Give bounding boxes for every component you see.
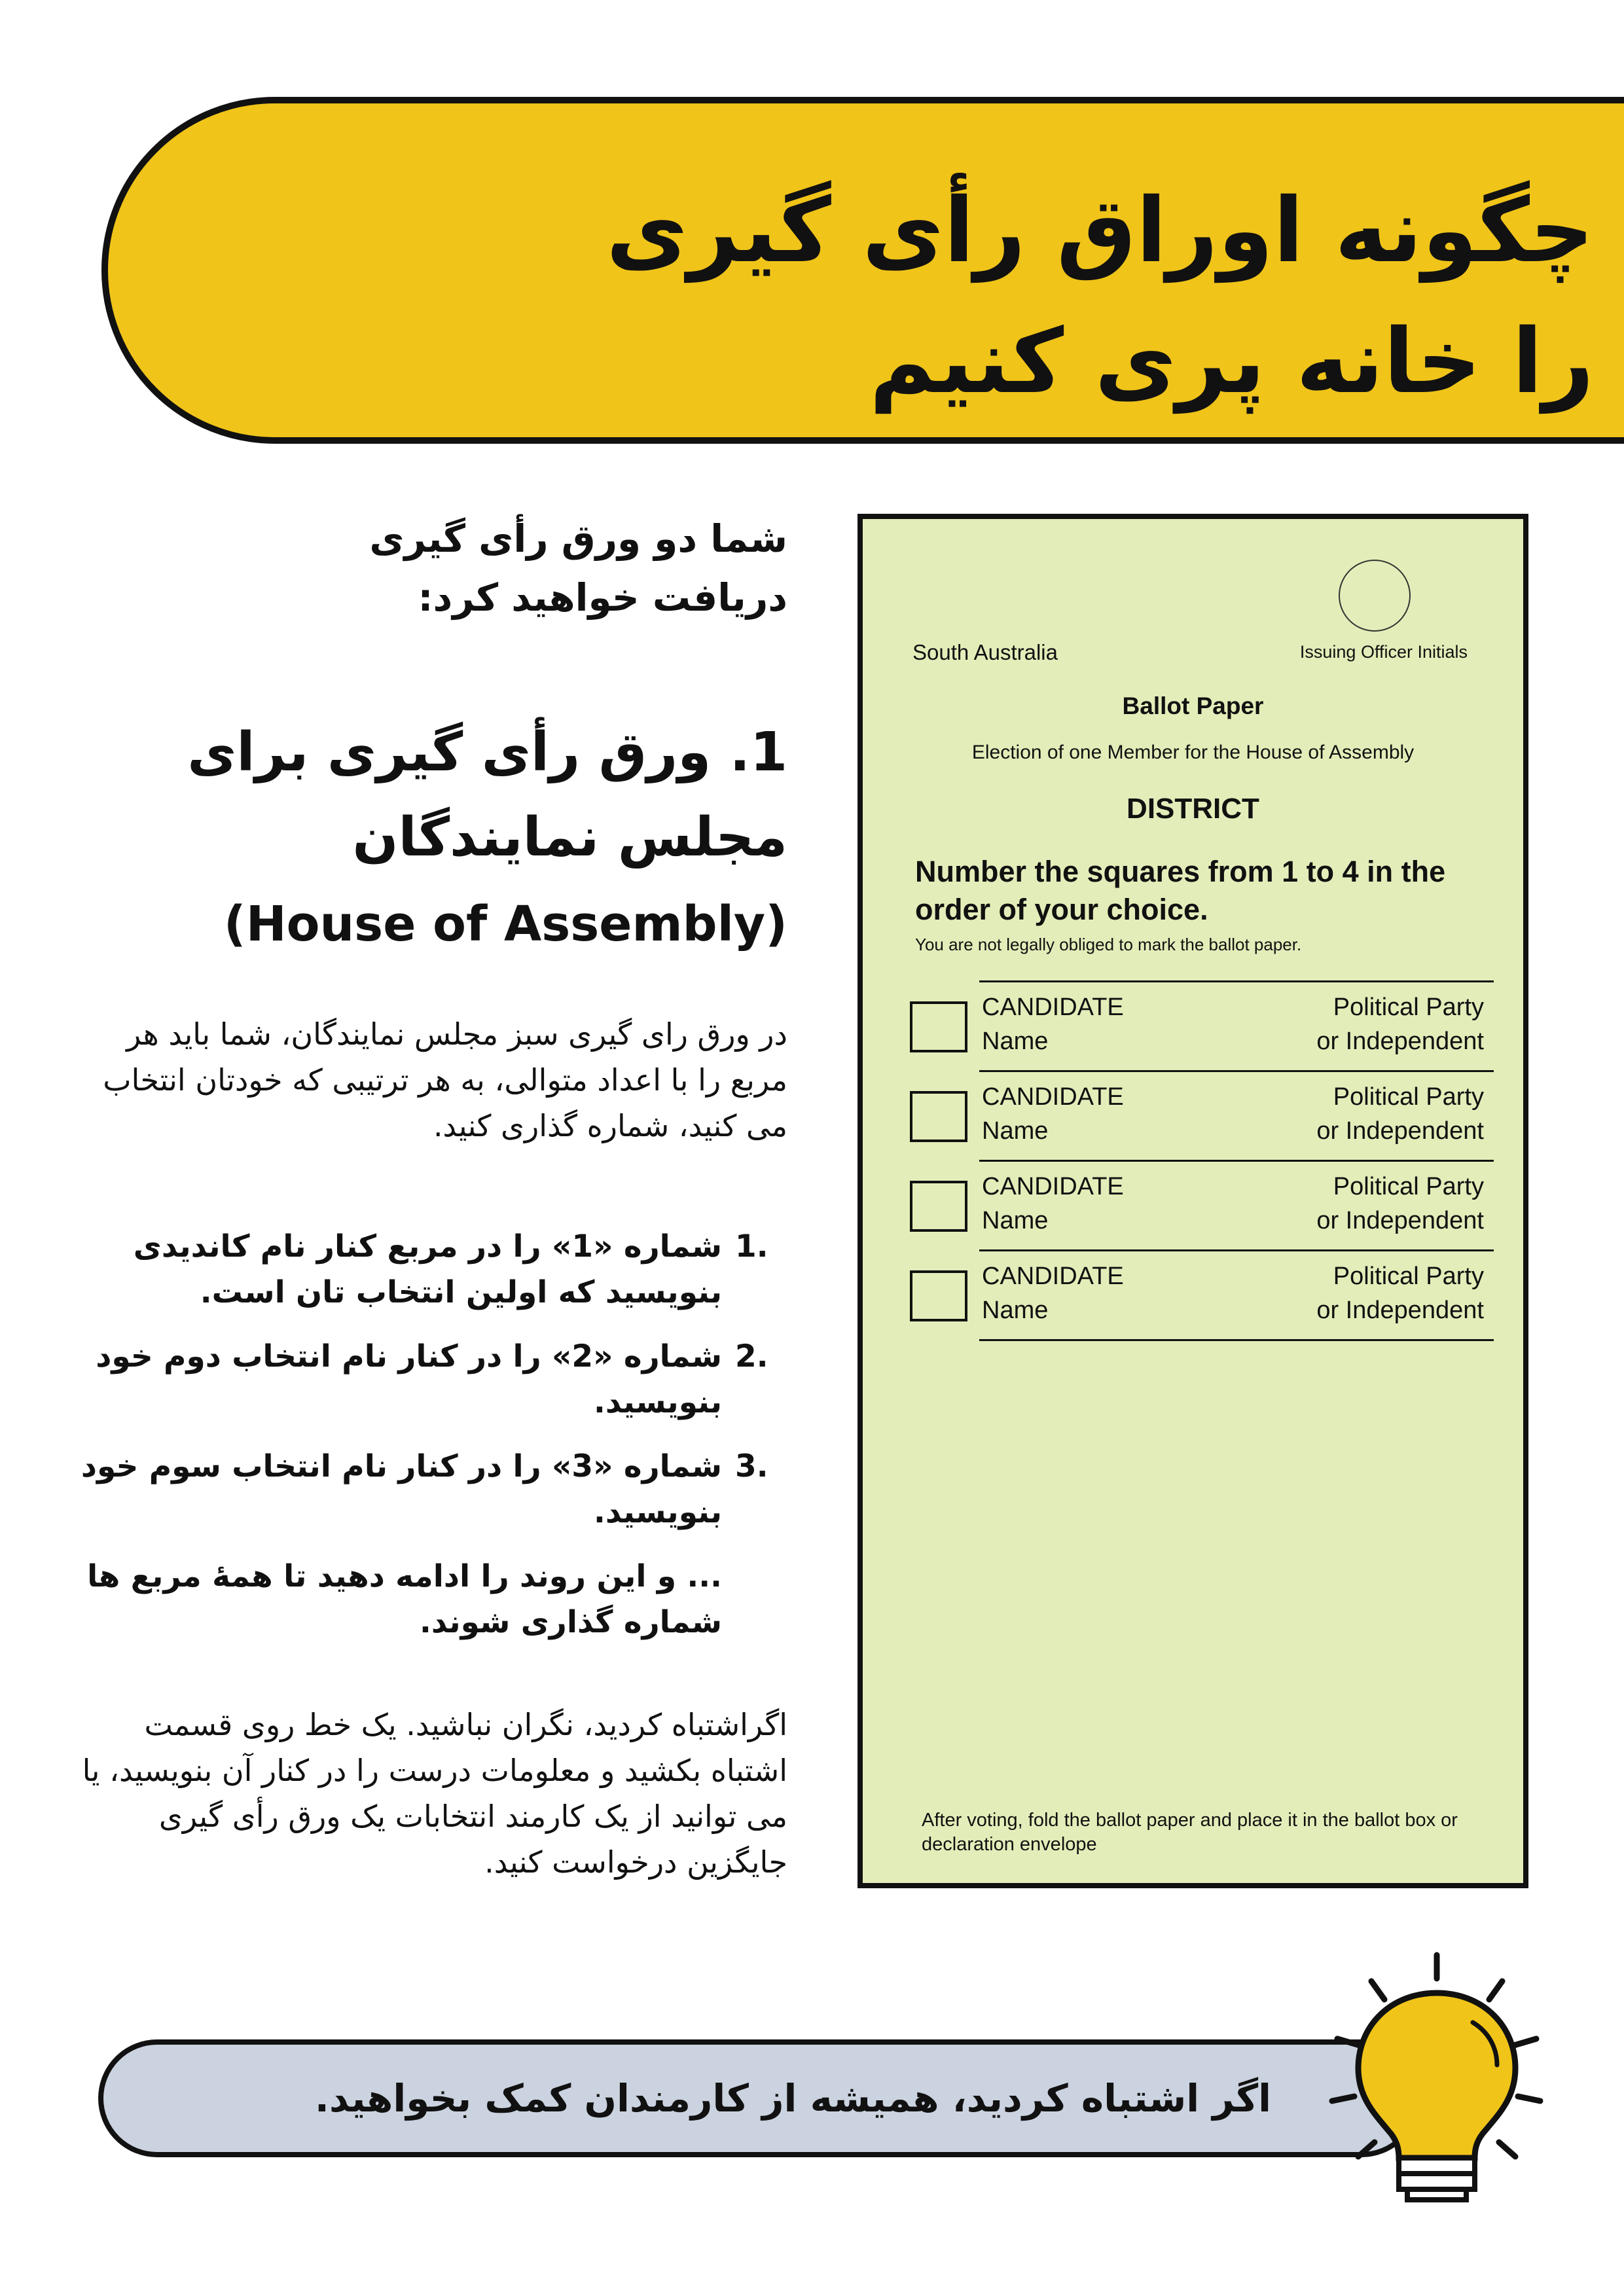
header-banner [101, 97, 1624, 444]
intro-text [277, 509, 787, 627]
step-number: 1. [735, 1229, 768, 1265]
page-title-line1: چگونه اوراق رأی گیری [605, 179, 1594, 283]
step-item [67, 1334, 787, 1426]
step-number: 3. [735, 1448, 768, 1484]
ballot-legal-note: You are not legally obliged to mark the ballot paper. [915, 935, 1302, 954]
step-item [67, 1224, 787, 1316]
step-text: ... و این روند را ادامه دهید تا همهٔ مربع ها شماره گذاری شوند. [87, 1558, 722, 1640]
lightbulb-icon [1286, 1947, 1561, 2202]
ballot-district: DISTRICT [1127, 793, 1259, 825]
footer-text: اگر اشتباه کردید، همیشه از کارمندان کمک بخواهید. [314, 2076, 1271, 2121]
intro-line2: دریافت خواهید کرد: [418, 575, 787, 620]
step-number: 2. [735, 1338, 768, 1374]
candidate-row [863, 1160, 1523, 1249]
candidate-party: Political Party or Independent [1316, 1083, 1484, 1145]
ballot-title: Ballot Paper [1122, 692, 1264, 719]
row-divider [979, 1070, 1494, 1072]
row-divider [979, 980, 1494, 982]
ballot-fold-note: After voting, fold the ballot paper and place it in the ballot box or declaration envelope [922, 1810, 1458, 1855]
section-paragraph: در ورق رای گیری سبز مجلس نمایندگان، شما باید هر مربع را با اعداد متوالی، به هر ترتیبی که خودتان انتخاب می کنید، شماره گذاری کنید. [103, 1016, 787, 1143]
row-divider [979, 1160, 1494, 1162]
step-item [67, 1444, 787, 1535]
row-divider [979, 1249, 1494, 1251]
candidate-checkbox[interactable] [910, 1270, 967, 1321]
section-heading [166, 710, 787, 969]
bulb-glass [1358, 1993, 1515, 2158]
candidate-name: CANDIDATE Name [982, 1263, 1124, 1324]
candidate-party: Political Party or Independent [1316, 1263, 1484, 1324]
candidate-party: Political Party or Independent [1316, 1173, 1484, 1234]
candidate-name: CANDIDATE Name [982, 1083, 1124, 1145]
candidate-row [863, 1249, 1523, 1339]
row-divider [979, 1339, 1494, 1341]
candidate-name: CANDIDATE Name [982, 994, 1124, 1055]
intro-line1: شما دو ورق رأی گیری [369, 516, 787, 561]
candidate-list [863, 980, 1523, 1339]
section-heading-en: (House of Assembly) [223, 896, 787, 952]
officer-initials-circle [1339, 560, 1411, 632]
candidate-name: CANDIDATE Name [982, 1173, 1124, 1234]
step-item [67, 1554, 787, 1645]
section-heading-line2: مجلس نمایندگان [352, 806, 787, 869]
ballot-election: Election of one Member for the House of Assembly [971, 742, 1415, 763]
section-heading-line1: 1. ورق رأی گیری برای [187, 721, 787, 783]
candidate-row [863, 1070, 1523, 1160]
footer-bar [98, 2039, 1420, 2157]
candidate-party: Political Party or Independent [1316, 994, 1484, 1055]
ballot-instruction: Number the squares from 1 to 4 in the order of your choice. [915, 855, 1446, 926]
page-title [416, 166, 1594, 427]
candidate-row [863, 980, 1523, 1070]
steps-list [67, 1224, 787, 1664]
page-title-line2: را خانه پری کنیم [869, 310, 1594, 414]
candidate-checkbox[interactable] [910, 1001, 967, 1052]
step-text: شماره «3» را در کنار نام انتخاب سوم خود بنویسید. [81, 1448, 722, 1530]
step-text: شماره «2» را در کنار نام انتخاب دوم خود بنویسید. [96, 1338, 722, 1420]
candidate-checkbox[interactable] [910, 1181, 967, 1232]
step-text: شماره «1» را در مربع کنار نام کاندیدی بنویسید که اولین انتخاب تان است. [133, 1229, 722, 1310]
ballot-paper [857, 514, 1528, 1888]
ballot-state: South Australia [912, 640, 1058, 664]
candidate-checkbox[interactable] [910, 1091, 967, 1142]
officer-initials-label: Issuing Officer Initials [1299, 642, 1468, 662]
mistake-paragraph: اگراشتباه کردید، نگران نباشید. یک خط روی قسمت اشتباه بکشید و معلومات درست را در کنار آن بنویسید، یا می توانید از یک کارمند انتخابات یک ورق رأی گیری جایگزین درخواست کنید. [82, 1707, 787, 1880]
